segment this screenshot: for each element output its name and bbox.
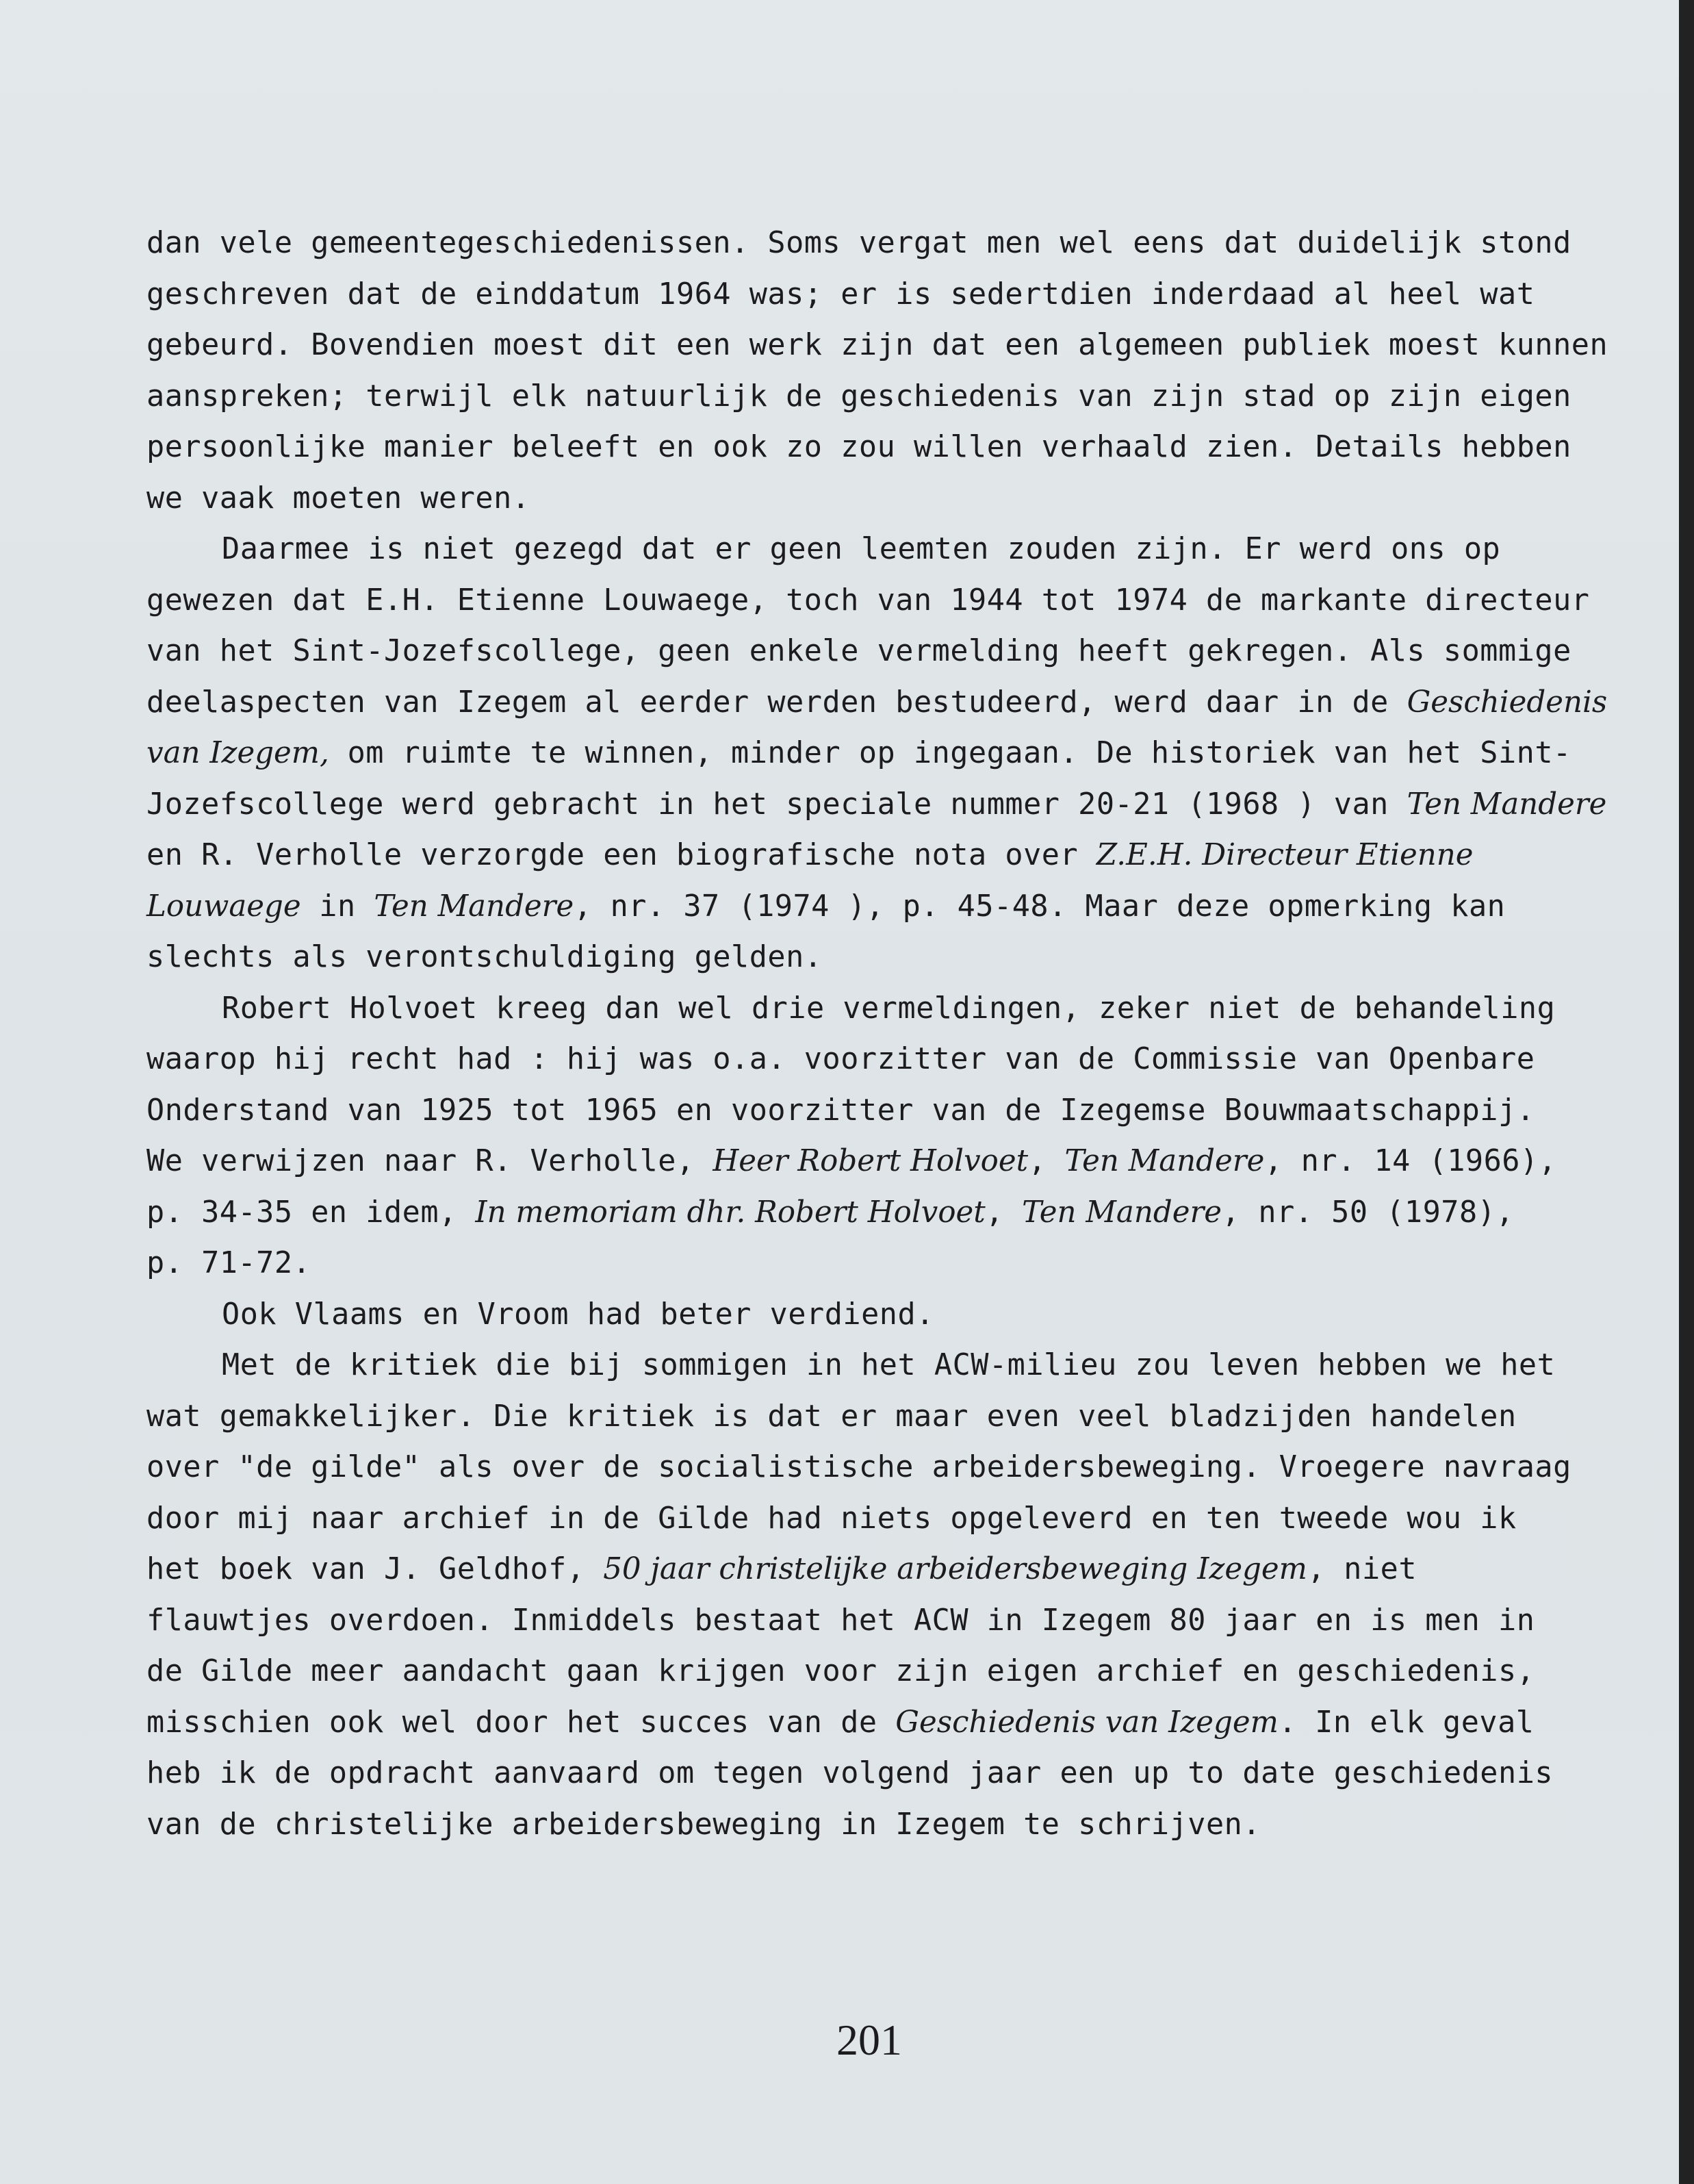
text-segment: deelaspecten van Izegem al eerder werden bestudeerd, werd daar in de [146,685,1407,720]
text-line [146,1544,1550,1595]
text-line: aanspreken; terwijl elk natuurlijk de geschiedenis van zijn stad op zijn eigen [146,379,1571,414]
text-segment: , [985,1195,1023,1230]
text-line: de Gilde meer aandacht gaan krijgen voor zijn eigen archief en geschiedenis, [146,1654,1535,1688]
italic-title: 50 jaar christelijke arbeidersbeweging Izegem [603,1552,1307,1586]
text-segment: , niet [1307,1552,1417,1586]
text-line: door mij naar archief in de Gilde had niets opgeleverd en ten tweede wou ik [146,1501,1517,1536]
text-line: dan vele gemeentegeschiedenissen. Soms vergat men wel eens dat duidelijk stond [146,226,1571,260]
text-line: waarop hij recht had : hij was o.a. voorzitter van de Commissie van Openbare [146,1042,1535,1076]
text-line: van de christelijke arbeidersbeweging in Izegem te schrijven. [146,1807,1261,1842]
italic-title: Ten Mandere [1407,787,1607,822]
italic-title: Ten Mandere [1022,1195,1222,1230]
italic-title: Ten Mandere [374,889,574,924]
text-line [146,677,1608,728]
italic-title: Heer Robert Holvoet [713,1144,1029,1178]
text-segment: misschien ook wel door het succes van de [146,1705,896,1740]
text-line: flauwtjes overdoen. Inmiddels bestaat het ACW in Izegem 80 jaar en is men in [146,1603,1535,1638]
text-segment: om ruimte te winnen, minder op ingegaan. De historiek van het Sint- [329,736,1571,770]
italic-title: Ten Mandere [1064,1144,1265,1178]
text-line: persoonlijke manier beleeft en ook zo zou willen verhaald zien. Details hebben [146,430,1571,464]
text-segment: , [1028,1144,1065,1178]
text-segment: Jozefscollege werd gebracht in het speciale nummer 20-21 (1968 ) van [146,787,1407,822]
text-line: wat gemakkelijker. Die kritiek is dat er maar even veel bladzijden handelen [146,1399,1517,1434]
italic-title: Louwaege [146,889,301,924]
italic-title: Geschiedenis [1407,685,1608,720]
text-line: p. 71-72. [146,1246,311,1280]
italic-title: Z.E.H. Directeur Etienne [1096,838,1474,872]
text-segment: We verwijzen naar R. Verholle, [146,1144,713,1178]
page-number: 201 [836,2016,902,2064]
text-line [146,1187,1550,1239]
text-segment: , nr. 14 (1966), [1264,1144,1557,1178]
scan-border [1679,0,1694,2184]
text-line [146,881,1550,932]
text-line: gebeurd. Bovendien moest dit een werk zijn dat een algemeen publiek moest kunnen [146,328,1608,362]
text-line: gewezen dat E.H. Etienne Louwaege, toch van 1944 tot 1974 de markante directeur [146,583,1590,618]
text-line: slechts als verontschuldiging gelden. [146,940,823,974]
text-line: Met de kritiek die bij sommigen in het ACW-milieu zou leven hebben we het [222,1348,1556,1382]
text-line: Ook Vlaams en Vroom had beter verdiend. [222,1297,934,1332]
italic-title: Geschiedenis van Izegem [895,1705,1279,1740]
text-segment: . In elk geval [1278,1705,1535,1740]
italic-title: In memoriam dhr. Robert Holvoet [475,1195,986,1230]
text-segment: , nr. 50 (1978), [1222,1195,1515,1230]
text-line [146,779,1607,830]
italic-title: van Izegem, [146,736,329,770]
text-line: Daarmee is niet gezegd dat er geen leemten zouden zijn. Er werd ons op [222,532,1501,566]
text-line [146,1136,1557,1187]
text-line [146,728,1571,779]
text-segment: in [300,889,374,924]
text-line: van het Sint-Jozefscollege, geen enkele vermelding heeft gekregen. Als sommige [146,634,1571,668]
text-line: heb ik de opdracht aanvaard om tegen volgend jaar een up to date geschiedenis [146,1756,1554,1790]
text-line: geschreven dat de einddatum 1964 was; er is sedertdien inderdaad al heel wat [146,277,1535,312]
text-line [146,830,1550,881]
text-segment: p. 34-35 en idem, [146,1195,476,1230]
text-line: over "de gilde" als over de socialistische arbeidersbeweging. Vroegere navraag [146,1450,1571,1484]
body-text [146,218,1608,1850]
text-line: Robert Holvoet kreeg dan wel drie vermeldingen, zeker niet de behandeling [222,991,1556,1026]
text-line: we vaak moeten weren. [146,481,530,516]
text-segment: en R. Verholle verzorgde een biografische nota over [146,838,1096,872]
text-segment: , nr. 37 (1974 ), p. 45-48. Maar deze opmerking kan [574,889,1506,924]
text-line [146,1697,1550,1749]
text-line: Onderstand van 1925 tot 1965 en voorzitter van de Izegemse Bouwmaatschappij. [146,1093,1535,1128]
text-segment: het boek van J. Geldhof, [146,1552,604,1586]
